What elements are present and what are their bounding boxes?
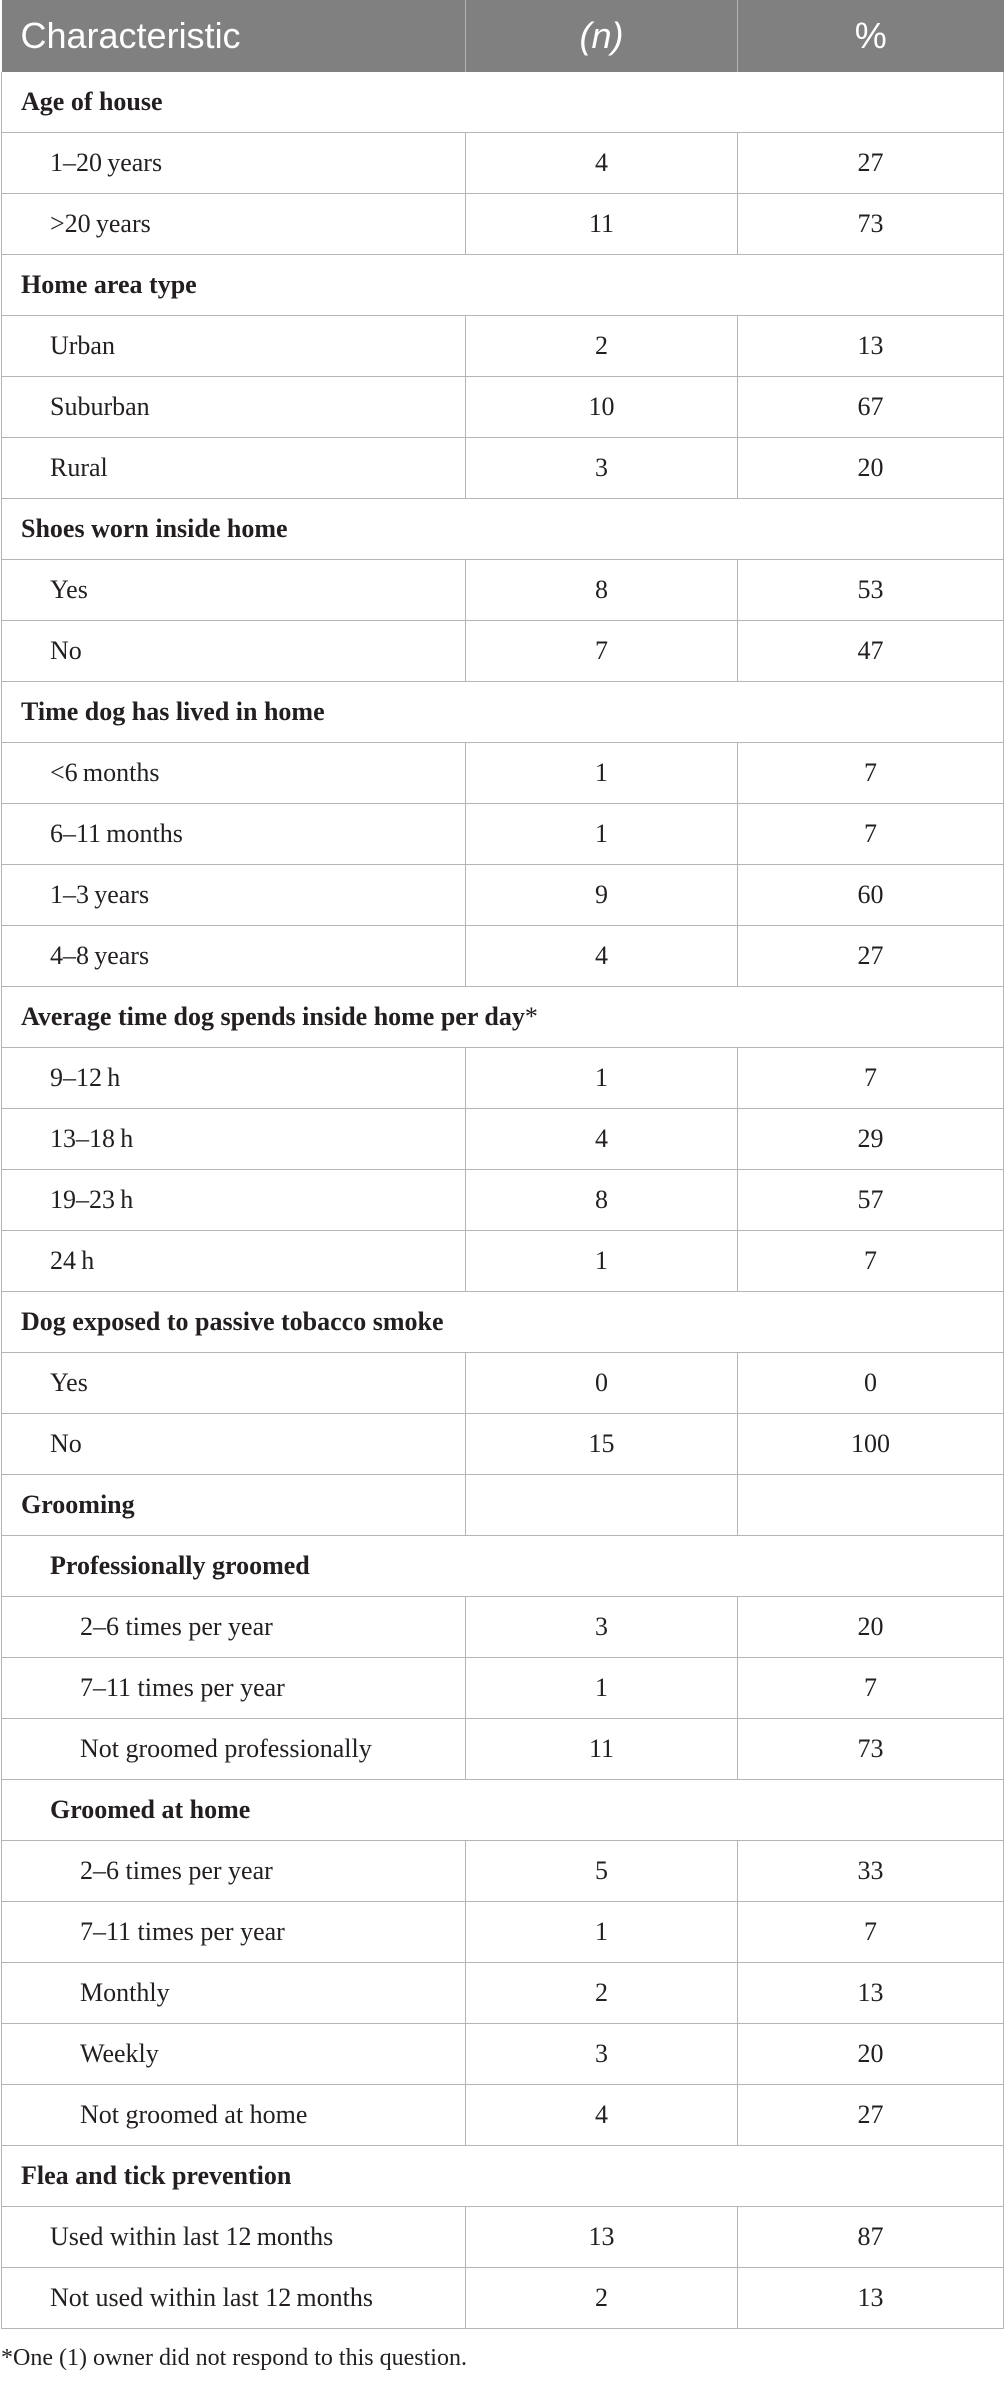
- table-row: [2, 2024, 1004, 2085]
- table-row: [2, 560, 1004, 621]
- row-label: Weekly: [2, 2024, 466, 2085]
- percent-cell: 27: [738, 926, 1004, 987]
- percent-cell: 7: [738, 1902, 1004, 1963]
- row-label: Not used within last 12 months: [2, 2268, 466, 2329]
- row-label: Suburban: [2, 377, 466, 438]
- table-row: [2, 2268, 1004, 2329]
- section-row: [2, 2146, 1004, 2207]
- percent-cell: 87: [738, 2207, 1004, 2268]
- table-row: [2, 1597, 1004, 1658]
- count-cell: 4: [466, 133, 738, 194]
- count-cell: 1: [466, 743, 738, 804]
- table-body: [2, 72, 1004, 2329]
- subsection-label: [2, 1536, 1004, 1597]
- data-table: [1, 0, 1004, 2329]
- table-row: [2, 1353, 1004, 1414]
- row-label: 9–12 h: [2, 1048, 466, 1109]
- table-footnote: *One (1) owner did not respond to this question.: [1, 2345, 467, 2371]
- percent-cell: 27: [738, 133, 1004, 194]
- section-label: [2, 1292, 1004, 1353]
- row-label: 13–18 h: [2, 1109, 466, 1170]
- subsection-row: [2, 1780, 1004, 1841]
- section-label-text: Home area type: [21, 270, 197, 299]
- table-row: [2, 1902, 1004, 1963]
- percent-cell: 13: [738, 1963, 1004, 2024]
- count-cell: 9: [466, 865, 738, 926]
- table-row: [2, 1658, 1004, 1719]
- table-header: [2, 0, 1004, 72]
- section-label-text: Time dog has lived in home: [21, 697, 325, 726]
- row-label: >20 years: [2, 194, 466, 255]
- row-label: 1–20 years: [2, 133, 466, 194]
- count-cell: 8: [466, 1170, 738, 1231]
- count-cell: 0: [466, 1353, 738, 1414]
- count-cell: 4: [466, 1109, 738, 1170]
- table-row: [2, 194, 1004, 255]
- row-label: 2–6 times per year: [2, 1597, 466, 1658]
- section-row: [2, 72, 1004, 133]
- empty-cell: [466, 1475, 738, 1536]
- table-row: [2, 865, 1004, 926]
- table-row: [2, 1719, 1004, 1780]
- percent-cell: 7: [738, 1048, 1004, 1109]
- count-cell: 1: [466, 804, 738, 865]
- section-label: [2, 499, 1004, 560]
- table-row: [2, 1841, 1004, 1902]
- row-label: Not groomed professionally: [2, 1719, 466, 1780]
- row-label: Rural: [2, 438, 466, 499]
- count-cell: 2: [466, 2268, 738, 2329]
- count-cell: 8: [466, 560, 738, 621]
- section-label: [2, 72, 1004, 133]
- count-cell: 11: [466, 1719, 738, 1780]
- subsection-label: [2, 1780, 1004, 1841]
- percent-cell: 13: [738, 316, 1004, 377]
- row-label: No: [2, 1414, 466, 1475]
- count-cell: 2: [466, 316, 738, 377]
- table-row: [2, 2207, 1004, 2268]
- subsection-row: [2, 1536, 1004, 1597]
- empty-cell: [738, 1475, 1004, 1536]
- percent-cell: 7: [738, 804, 1004, 865]
- percent-cell: 57: [738, 1170, 1004, 1231]
- section-row: [2, 255, 1004, 316]
- table-row: [2, 377, 1004, 438]
- count-cell: 4: [466, 2085, 738, 2146]
- count-cell: 13: [466, 2207, 738, 2268]
- row-label: Not groomed at home: [2, 2085, 466, 2146]
- percent-cell: 29: [738, 1109, 1004, 1170]
- header-n: (n): [466, 0, 738, 72]
- row-label: <6 months: [2, 743, 466, 804]
- percent-cell: 33: [738, 1841, 1004, 1902]
- percent-cell: 60: [738, 865, 1004, 926]
- section-label: Grooming: [2, 1475, 466, 1536]
- row-label: Yes: [2, 560, 466, 621]
- table-row: [2, 926, 1004, 987]
- count-cell: 15: [466, 1414, 738, 1475]
- percent-cell: 53: [738, 560, 1004, 621]
- count-cell: 1: [466, 1048, 738, 1109]
- table-row: [2, 804, 1004, 865]
- count-cell: 11: [466, 194, 738, 255]
- table-row: [2, 133, 1004, 194]
- percent-cell: 73: [738, 194, 1004, 255]
- header-percent: %: [738, 0, 1004, 72]
- row-label: Yes: [2, 1353, 466, 1414]
- table-row: [2, 2085, 1004, 2146]
- count-cell: 4: [466, 926, 738, 987]
- table-row: [2, 1231, 1004, 1292]
- section-label-text: Age of house: [21, 87, 163, 116]
- section-label-text: Shoes worn inside home: [21, 514, 288, 543]
- count-cell: 3: [466, 2024, 738, 2085]
- row-label: 6–11 months: [2, 804, 466, 865]
- count-cell: 1: [466, 1902, 738, 1963]
- table-row: [2, 1170, 1004, 1231]
- percent-cell: 27: [738, 2085, 1004, 2146]
- section-row: [2, 1292, 1004, 1353]
- table-row: [2, 1963, 1004, 2024]
- table-row: [2, 621, 1004, 682]
- table-row: [2, 743, 1004, 804]
- row-label: 4–8 years: [2, 926, 466, 987]
- row-label: 19–23 h: [2, 1170, 466, 1231]
- table-row: [2, 1414, 1004, 1475]
- table-row: [2, 1048, 1004, 1109]
- section-label-text: Average time dog spends inside home per day: [21, 1002, 525, 1031]
- percent-cell: 7: [738, 743, 1004, 804]
- section-label: [2, 255, 1004, 316]
- count-cell: 5: [466, 1841, 738, 1902]
- count-cell: 3: [466, 438, 738, 499]
- row-label: 7–11 times per year: [2, 1902, 466, 1963]
- section-label: [2, 2146, 1004, 2207]
- percent-cell: 73: [738, 1719, 1004, 1780]
- count-cell: 7: [466, 621, 738, 682]
- row-label: 1–3 years: [2, 865, 466, 926]
- row-label: Urban: [2, 316, 466, 377]
- section-label-text: Groomed at home: [50, 1795, 251, 1824]
- percent-cell: 67: [738, 377, 1004, 438]
- section-label-text: Dog exposed to passive tobacco smoke: [21, 1307, 444, 1336]
- section-label: [2, 987, 1004, 1048]
- row-label: 2–6 times per year: [2, 1841, 466, 1902]
- percent-cell: 100: [738, 1414, 1004, 1475]
- header-characteristic: Characteristic: [2, 0, 466, 72]
- row-label: Used within last 12 months: [2, 2207, 466, 2268]
- section-label-text: Flea and tick prevention: [21, 2161, 292, 2190]
- section-row: [2, 987, 1004, 1048]
- section-row: [2, 499, 1004, 560]
- section-label: [2, 682, 1004, 743]
- row-label: 7–11 times per year: [2, 1658, 466, 1719]
- count-cell: 10: [466, 377, 738, 438]
- count-cell: 1: [466, 1231, 738, 1292]
- percent-cell: 20: [738, 1597, 1004, 1658]
- row-label: No: [2, 621, 466, 682]
- section-row: [2, 682, 1004, 743]
- table-row: [2, 1109, 1004, 1170]
- header-row: [2, 0, 1004, 72]
- row-label: 24 h: [2, 1231, 466, 1292]
- table-row: [2, 316, 1004, 377]
- count-cell: 2: [466, 1963, 738, 2024]
- percent-cell: 20: [738, 438, 1004, 499]
- footnote-marker: *: [524, 1002, 538, 1031]
- percent-cell: 20: [738, 2024, 1004, 2085]
- count-cell: 1: [466, 1658, 738, 1719]
- percent-cell: 7: [738, 1658, 1004, 1719]
- section-label-text: Professionally groomed: [50, 1551, 310, 1580]
- row-label: Monthly: [2, 1963, 466, 2024]
- percent-cell: 13: [738, 2268, 1004, 2329]
- percent-cell: 47: [738, 621, 1004, 682]
- table-row: [2, 438, 1004, 499]
- percent-cell: 7: [738, 1231, 1004, 1292]
- percent-cell: 0: [738, 1353, 1004, 1414]
- section-row: [2, 1475, 1004, 1536]
- count-cell: 3: [466, 1597, 738, 1658]
